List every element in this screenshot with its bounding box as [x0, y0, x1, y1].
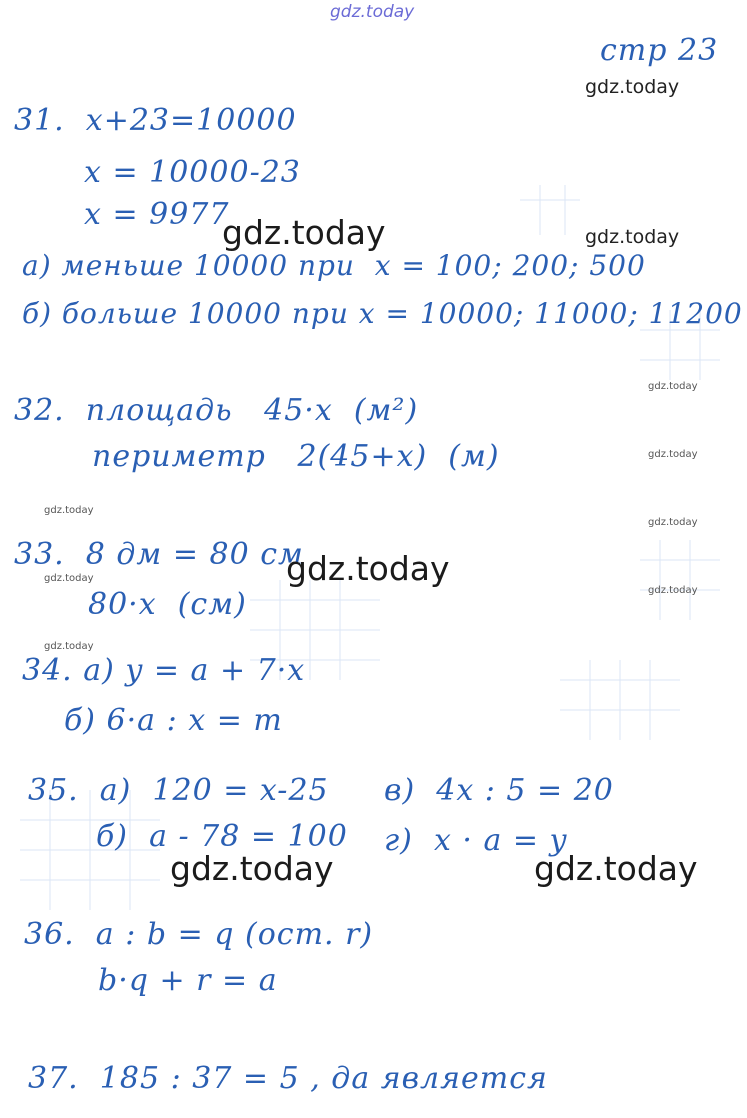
watermark-large: gdz.today	[170, 849, 334, 888]
task-32-line-2: периметр 2(45+x) (м)	[92, 439, 500, 474]
task-35-line-4: г) x · a = y	[384, 823, 568, 858]
task-32-line-1: 32. площадь 45·x (м²)	[14, 393, 419, 428]
task-31-line-3: x = 9977	[84, 197, 230, 232]
watermark-tiny: gdz.today	[44, 505, 94, 516]
task-35-line-1: 35. а) 120 = x-25	[28, 773, 329, 808]
watermark-tiny: gdz.today	[648, 517, 698, 528]
task-34-line-2: б) 6·a : x = m	[64, 703, 283, 738]
watermark-tiny: gdz.today	[648, 381, 698, 392]
task-31-line-1: 31. x+23=10000	[14, 103, 297, 138]
watermark-tiny: gdz.today	[648, 585, 698, 596]
watermark-tiny: gdz.today	[648, 449, 698, 460]
task-36-line-1: 36. a : b = q (ост. r)	[24, 917, 374, 952]
page-number-label: стр 23	[600, 33, 719, 68]
task-37-line-1: 37. 185 : 37 = 5 , да является	[28, 1061, 548, 1096]
watermark-small: gdz.today	[585, 76, 680, 98]
watermark-small: gdz.today	[585, 226, 680, 248]
task-35-line-3: в) 4x : 5 = 20	[384, 773, 614, 808]
task-35-line-2: б) a - 78 = 100	[96, 819, 348, 854]
task-31-line-4: а) меньше 10000 при x = 100; 200; 500	[22, 249, 646, 282]
task-31-line-2: x = 10000-23	[84, 155, 301, 190]
task-36-line-2: b·q + r = a	[98, 963, 278, 998]
task-31-line-5: б) больше 10000 при x = 10000; 11000; 11200	[22, 297, 743, 330]
task-33-line-1: 33. 8 дм = 80 см	[14, 537, 304, 572]
watermark-large: gdz.today	[286, 549, 450, 588]
header-site-watermark: gdz.today	[330, 2, 415, 22]
watermark-tiny: gdz.today	[44, 641, 94, 652]
watermark-tiny: gdz.today	[44, 573, 94, 584]
watermark-large: gdz.today	[534, 849, 698, 888]
task-34-line-1: 34. а) y = a + 7·x	[22, 653, 306, 688]
task-33-line-2: 80·x (см)	[88, 587, 247, 622]
watermark-large: gdz.today	[222, 213, 386, 252]
